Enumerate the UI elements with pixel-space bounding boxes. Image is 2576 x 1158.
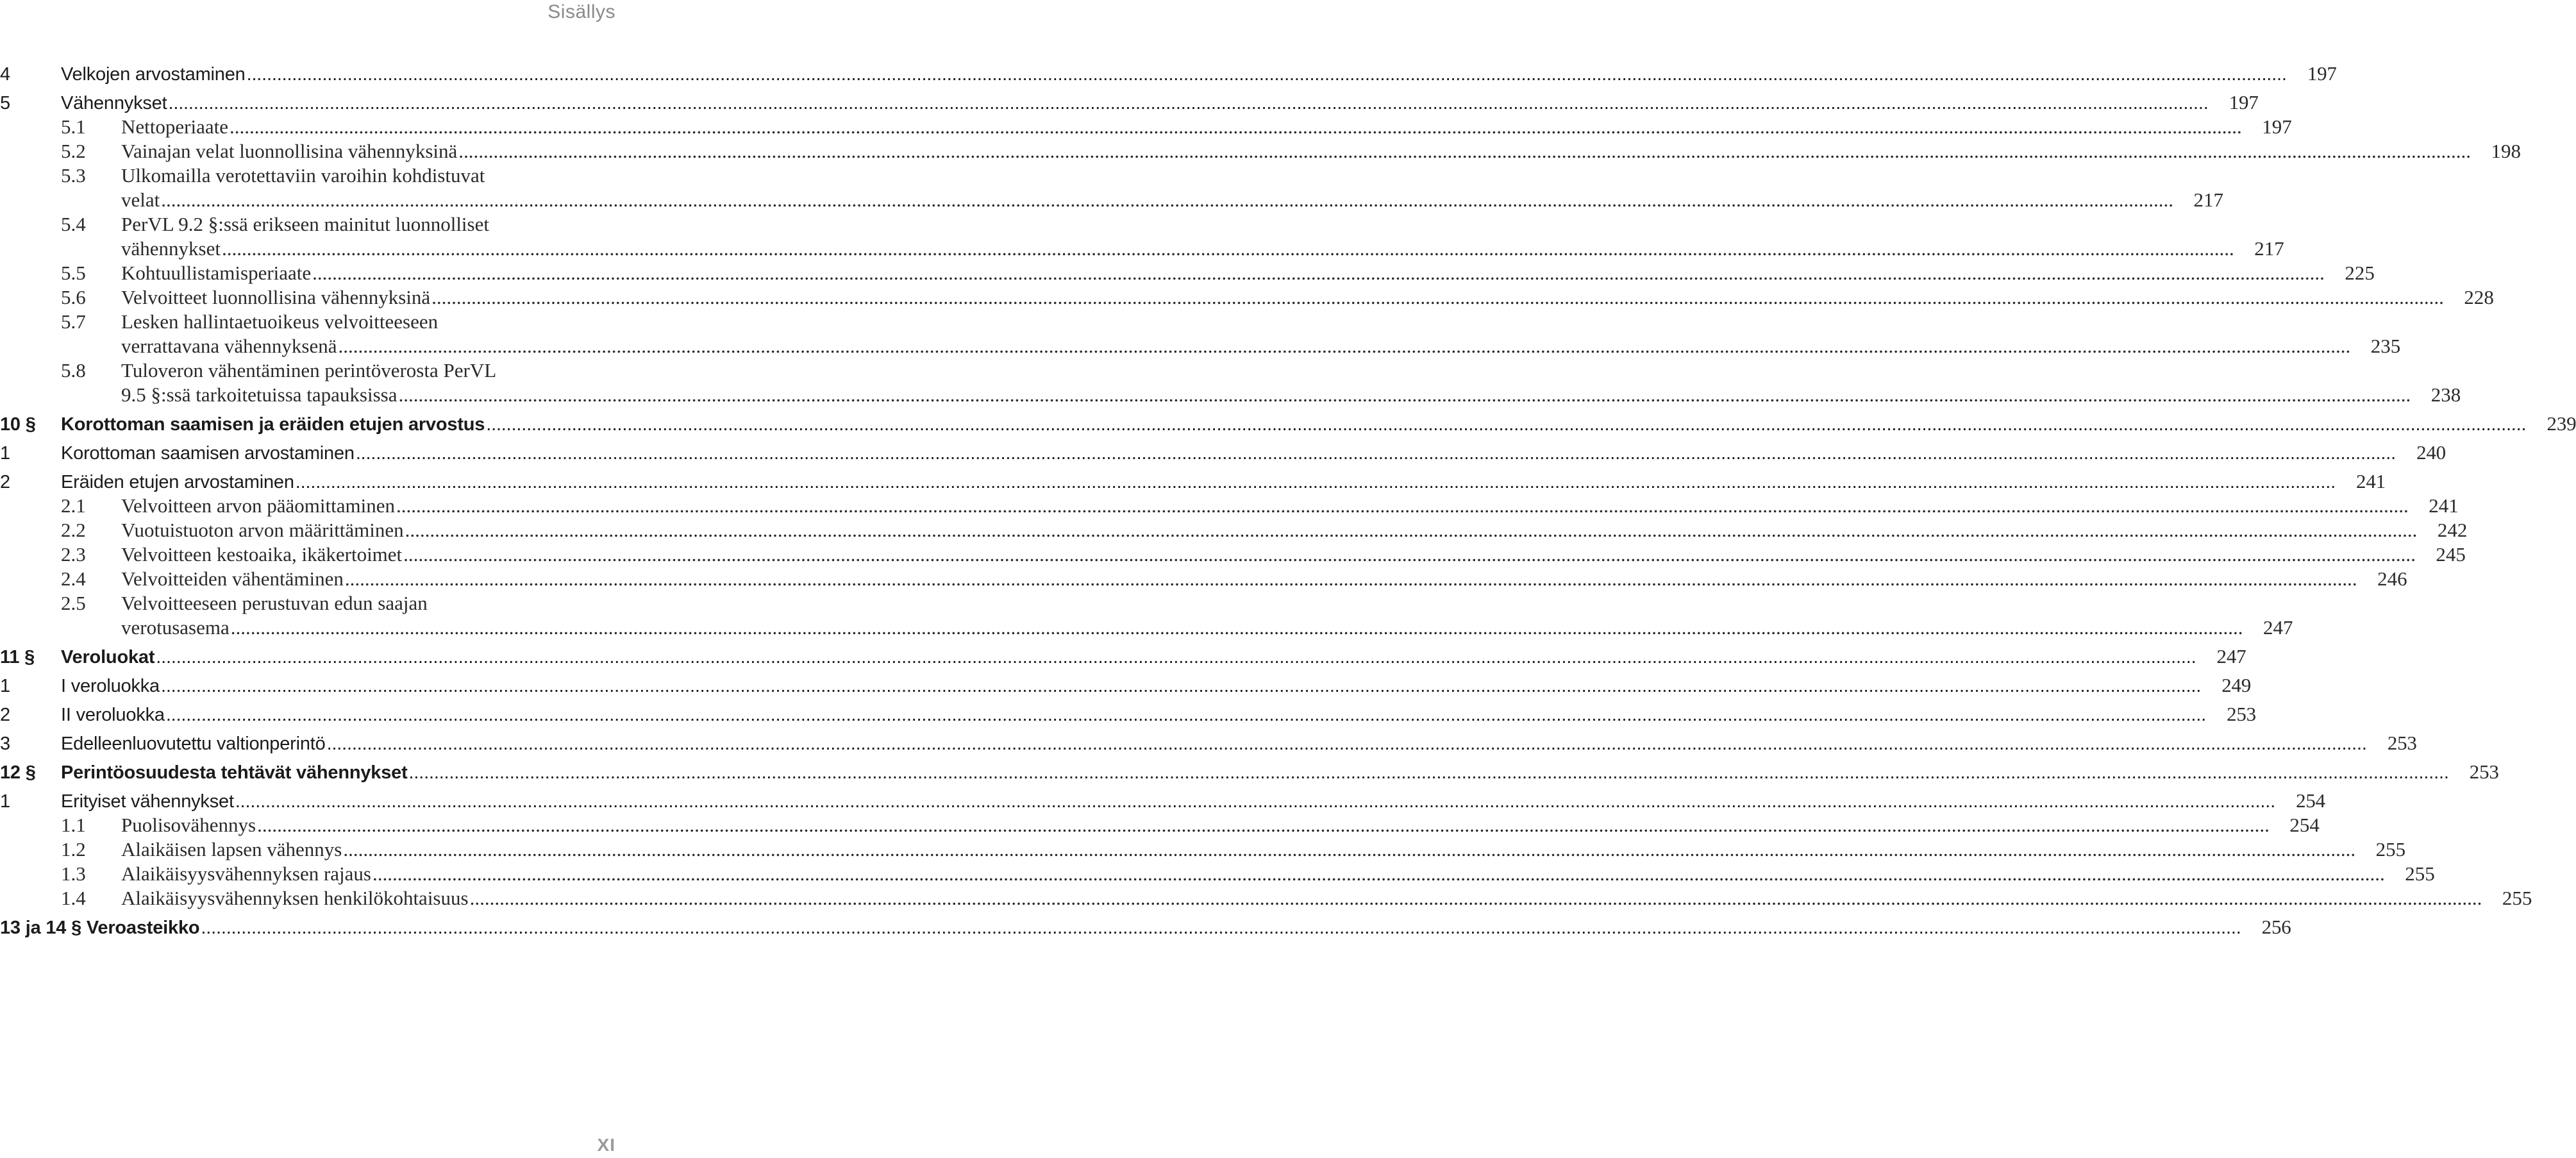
toc-entry-number: 2 (0, 472, 10, 492)
toc-entry (0, 114, 2292, 138)
toc-entry-number: 1.2 (61, 838, 86, 860)
toc-entry (0, 187, 2223, 212)
toc-leader-dots (409, 762, 2449, 784)
toc-entry-title: Vainajan velat luonnollisina vähennyksinä (121, 140, 458, 162)
toc-entry-page: 254 (2289, 814, 2320, 836)
toc-entry-title: Eräiden etujen arvostaminen (61, 472, 294, 492)
toc-leader-dots (161, 189, 2173, 212)
toc-entry-title: vähennykset (121, 237, 221, 260)
toc-entry-number: 2.2 (61, 519, 86, 541)
toc-entry-title: Alaikäisyysvähennyksen rajaus (121, 862, 371, 885)
toc-entry-title: verotusasema (121, 616, 230, 639)
toc-entry (0, 615, 2293, 639)
toc-entry (0, 212, 615, 236)
toc-entry-number: 5.8 (61, 359, 86, 382)
toc-entry-number: 2.5 (61, 592, 86, 614)
toc-entry-page: 249 (2221, 674, 2252, 696)
toc-leader-dots (356, 443, 2396, 464)
toc-leader-dots (343, 838, 2355, 861)
toc-entry-number: 4 (0, 64, 10, 85)
toc-entry (0, 309, 615, 333)
toc-leader-dots (161, 676, 2201, 697)
toc-entry (0, 910, 2291, 939)
toc-entry-page: 238 (2430, 383, 2461, 406)
toc-leader-dots (312, 262, 2325, 285)
toc-entry-page: 255 (2405, 862, 2435, 885)
toc-entry-page: 239 (2547, 412, 2576, 435)
toc-entry-title: Puolisovähennys (121, 814, 256, 836)
toc-entry-number: 2.3 (61, 543, 86, 566)
toc-entry-page: 217 (2254, 237, 2284, 260)
toc-entry-number: 5.4 (61, 213, 86, 235)
toc-entry-page: 247 (2262, 616, 2293, 639)
toc-entry (0, 285, 2494, 309)
toc-entry-page: 235 (2370, 335, 2401, 357)
toc-leader-dots (235, 791, 2275, 812)
toc-leader-dots (231, 616, 2243, 639)
toc-entry-number: 5.2 (61, 140, 86, 162)
toc-entry (0, 407, 2576, 435)
toc-leader-dots (470, 887, 2482, 910)
toc-entry-title: Velvoitteiden vähentäminen (121, 567, 344, 590)
toc-leader-dots (431, 286, 2444, 309)
toc-entry-title: I veroluokka (61, 676, 160, 696)
toc-entry-page: 241 (2429, 494, 2459, 517)
toc-leader-dots (230, 115, 2242, 138)
toc-entry (0, 138, 2522, 163)
toc-leader-dots (168, 93, 2208, 114)
toc-leader-dots (156, 647, 2196, 668)
toc-entry (0, 57, 2337, 85)
toc-entry (0, 784, 2325, 812)
toc-leader-dots (257, 814, 2270, 837)
toc-entry (0, 493, 2459, 517)
toc-entry-title: Veroluokat (61, 647, 155, 667)
toc-entry-title: Velvoitteen kestoaika, ikäkertoimet (121, 543, 403, 566)
toc-entry-number: 1 (0, 443, 10, 464)
toc-leader-dots (403, 543, 2416, 566)
toc-leader-dots (166, 705, 2206, 726)
toc-entry-title: verrattavana vähennyksenä (121, 335, 337, 357)
toc-entry (0, 517, 2468, 542)
toc-entry-page: 197 (2262, 115, 2292, 138)
toc-entry (0, 382, 2461, 407)
toc-entry-title: Velkojen arvostaminen (61, 64, 246, 85)
toc-entry (0, 163, 615, 187)
toc-leader-dots (399, 383, 2411, 407)
toc-entry (0, 812, 2320, 837)
toc-entry-title: Velvoitteeseen perustuvan edun saajan (121, 592, 428, 614)
toc-entry-number: 11 § (0, 647, 35, 667)
toc-entry (0, 358, 615, 382)
running-header: Sisällys (548, 1, 615, 22)
toc-entry-number: 1.3 (61, 862, 86, 885)
toc-entry (0, 861, 2435, 885)
toc-entry (0, 260, 2375, 285)
toc-leader-dots (345, 567, 2357, 591)
toc-entry-page: 245 (2436, 543, 2466, 566)
toc-entry-page: 253 (2227, 703, 2256, 725)
toc-entry-page: 246 (2377, 567, 2407, 590)
toc-entry-title: 13 ja 14 § Veroasteikko (0, 918, 200, 938)
toc-entry-page: 240 (2416, 441, 2446, 464)
toc-entry-page: 241 (2356, 470, 2386, 492)
toc-entry-title: Velvoitteen arvon pääomittaminen (121, 494, 395, 517)
toc-entry-number: 1.1 (61, 814, 86, 836)
toc-entry-number: 5.1 (61, 115, 86, 138)
toc-entry-number: 1 (0, 791, 10, 812)
toc-entry (0, 591, 615, 615)
toc-entry-title: 9.5 §:ssä tarkoitetuissa tapauksissa (121, 383, 397, 406)
toc-entry-number: 5.7 (61, 310, 86, 333)
toc-entry-number: 2 (0, 705, 10, 725)
toc-entry-number: 5.3 (61, 164, 86, 187)
toc-entry-title: Edelleenluovutettu valtionperintö (61, 734, 326, 754)
toc-entry-number: 5.5 (61, 262, 86, 284)
toc-entry (0, 885, 2532, 910)
toc-entry-title: II veroluokka (61, 705, 165, 725)
toc-entry-title: Tuloveron vähentäminen perintöverosta PerVL (121, 359, 497, 382)
toc-entry (0, 464, 2386, 493)
toc-leader-dots (372, 862, 2385, 885)
toc-entry (0, 639, 2246, 668)
toc-entry-page: 197 (2307, 62, 2337, 85)
toc-leader-dots (247, 64, 2287, 85)
toc-entry-number: 5.6 (61, 286, 86, 308)
toc-entry-number: 3 (0, 734, 10, 754)
toc-leader-dots (327, 734, 2367, 755)
toc-entry-page: 198 (2491, 140, 2522, 162)
toc-entry (0, 435, 2446, 464)
toc-entry (0, 236, 2284, 260)
toc-entry-page: 242 (2437, 519, 2468, 541)
table-of-contents (0, 57, 2576, 939)
toc-leader-dots (396, 494, 2409, 517)
toc-leader-dots (222, 237, 2234, 260)
toc-entry-page: 253 (2387, 732, 2417, 754)
toc-entry-title: velat (121, 189, 160, 211)
toc-entry-title: Vähennykset (61, 93, 167, 113)
toc-entry-title: Perintöosuudesta tehtävät vähennykset (61, 762, 408, 783)
toc-entry (0, 85, 2259, 114)
toc-entry-number: 1 (0, 676, 10, 696)
toc-entry-number: 10 § (0, 414, 36, 435)
toc-entry (0, 668, 2252, 697)
toc-entry-title: Vuotuistuoton arvon määrittäminen (121, 519, 404, 541)
toc-leader-dots (201, 918, 2241, 939)
toc-entry-number: 12 § (0, 762, 36, 783)
toc-entry-title: Korottoman saamisen arvostaminen (61, 443, 355, 464)
toc-entry-page: 256 (2261, 916, 2291, 938)
toc-entry-title: Velvoitteet luonnollisina vähennyksinä (121, 286, 431, 308)
toc-entry (0, 333, 2401, 358)
toc-entry-title: Alaikäisyysvähennyksen henkilökohtaisuus (121, 887, 469, 909)
toc-entry-title: Ulkomailla verotettaviin varoihin kohdistuvat (121, 164, 485, 187)
toc-entry-page: 247 (2216, 645, 2246, 667)
toc-entry (0, 542, 2466, 566)
toc-entry (0, 566, 2407, 591)
toc-entry (0, 726, 2417, 755)
toc-entry-title: Erityiset vähennykset (61, 791, 234, 812)
toc-entry-page: 228 (2464, 286, 2494, 308)
toc-leader-dots (296, 472, 2336, 493)
toc-entry (0, 697, 2256, 726)
toc-entry-page: 225 (2345, 262, 2375, 284)
toc-entry-number: 5 (0, 93, 10, 113)
toc-entry-number: 1.4 (61, 887, 86, 909)
toc-entry-title: Alaikäisen lapsen vähennys (121, 838, 342, 860)
toc-entry-title: Nettoperiaate (121, 115, 228, 138)
toc-entry-title: PerVL 9.2 §:ssä erikseen mainitut luonnolliset (121, 213, 489, 235)
toc-entry-page: 253 (2469, 760, 2499, 783)
page-folio: XI (597, 1135, 615, 1155)
toc-leader-dots (458, 140, 2471, 163)
toc-entry-number: 2.1 (61, 494, 86, 517)
toc-entry-title: Lesken hallintaetuoikeus velvoitteeseen (121, 310, 439, 333)
toc-entry-page: 255 (2502, 887, 2532, 909)
toc-entry-page: 254 (2296, 789, 2325, 812)
toc-entry-title: Kohtuullistamisperiaate (121, 262, 312, 284)
toc-entry-page: 255 (2375, 838, 2406, 860)
toc-leader-dots (339, 335, 2351, 358)
toc-leader-dots (486, 414, 2526, 435)
toc-entry-number: 2.4 (61, 567, 86, 590)
toc-entry-page: 217 (2193, 189, 2223, 211)
toc-entry-title: Korottoman saamisen ja eräiden etujen arvostus (61, 414, 485, 435)
toc-entry (0, 837, 2406, 861)
toc-leader-dots (405, 519, 2418, 542)
toc-entry-page: 197 (2229, 91, 2259, 113)
toc-entry (0, 755, 2499, 784)
